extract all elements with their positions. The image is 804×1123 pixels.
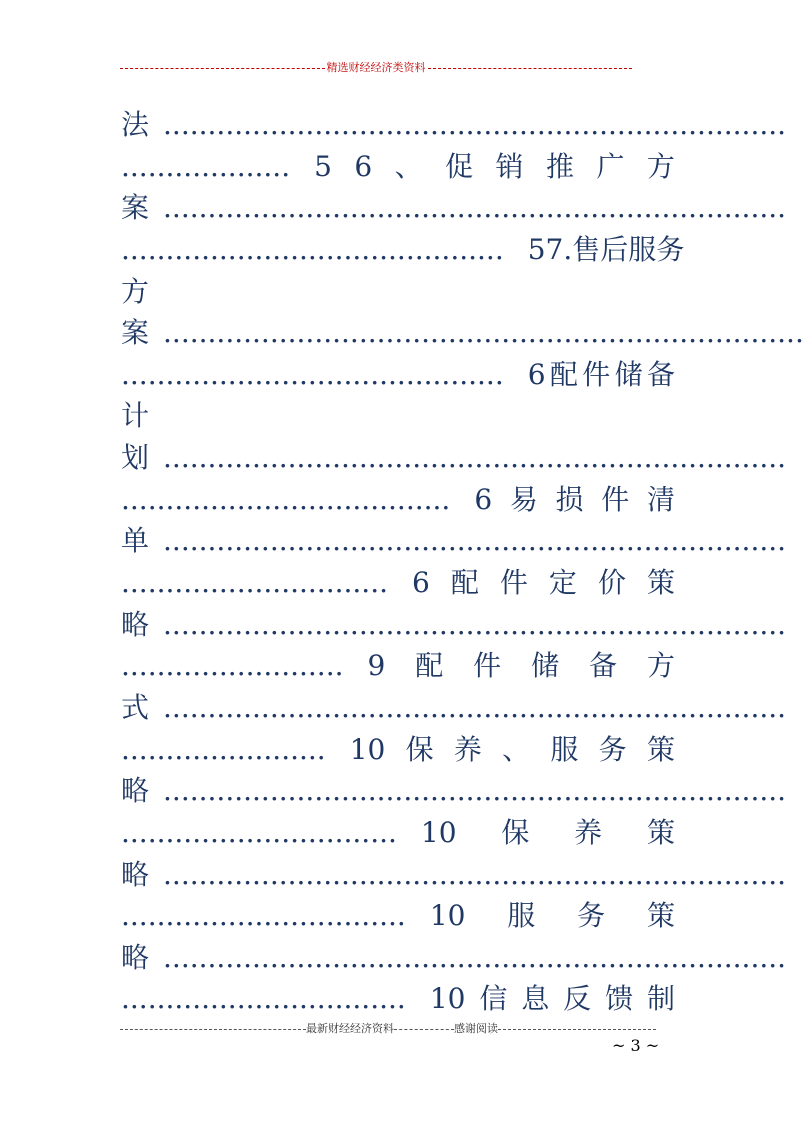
toc-leader-dots: ......................... xyxy=(121,649,344,683)
toc-leader-dots: ................................ xyxy=(121,899,406,933)
toc-glyph: 销 xyxy=(495,149,524,183)
toc-glyph: 10 xyxy=(349,732,386,766)
toc-glyph: 制 xyxy=(646,982,675,1016)
toc-glyph: 损 xyxy=(555,482,584,516)
toc-glyph: 储 xyxy=(531,649,560,683)
toc-page-line xyxy=(121,645,687,687)
toc-leader-dots: ....................... xyxy=(121,732,326,766)
toc-glyph: 策 xyxy=(646,815,675,849)
toc-glyph: 配 xyxy=(549,357,578,391)
toc-glyph: 服 xyxy=(507,899,536,933)
toc-leader-dots: ........................................... xyxy=(121,232,504,266)
toc-glyph: 5 xyxy=(527,232,546,266)
toc-glyph: 10 xyxy=(429,982,466,1016)
toc-glyph: 6 xyxy=(354,149,373,183)
toc-leader-dots: ...................................................................... xyxy=(163,857,787,891)
toc-leader-dots: ...................................................................... xyxy=(163,524,787,558)
toc-title-line xyxy=(121,520,787,562)
toc-glyph: 后 xyxy=(600,232,629,266)
toc-leader-dots: ........................................... xyxy=(121,357,504,391)
toc-entry-title: 略 xyxy=(121,857,150,891)
toc-glyph: 价 xyxy=(597,566,626,600)
toc-glyph: 储 xyxy=(614,357,643,391)
page-footer xyxy=(120,1022,656,1036)
toc-page-and-next-title xyxy=(406,895,687,937)
toc-glyph: 配 xyxy=(450,566,479,600)
toc-page-line xyxy=(121,479,687,521)
footer-rule-right xyxy=(498,1029,656,1030)
toc-page-line xyxy=(121,978,687,1020)
toc-glyph: 信 xyxy=(479,982,508,1016)
toc-title-line xyxy=(121,187,787,229)
page-number: ~ 3 ~ xyxy=(612,1036,660,1055)
toc-entry-title: 计 xyxy=(121,399,150,433)
toc-glyph: 件 xyxy=(473,649,502,683)
toc-leader-dots: ........................................................................ xyxy=(163,316,804,350)
toc-glyph: 养 xyxy=(574,815,603,849)
toc-page-and-next-title xyxy=(504,354,687,396)
toc-leader-dots: ...................................................................... xyxy=(163,441,787,475)
toc-title-line xyxy=(121,437,787,479)
toc-glyph: 件 xyxy=(601,482,630,516)
header-rule-right xyxy=(428,68,633,69)
page-header xyxy=(120,60,632,76)
toc-entry-title: 划 xyxy=(121,441,150,475)
toc-page-and-next-title xyxy=(326,729,687,771)
toc-glyph: 方 xyxy=(646,649,675,683)
toc-leader-dots: ...................................................................... xyxy=(163,191,787,225)
toc-title-line xyxy=(121,312,804,354)
footer-rule-middle xyxy=(394,1029,454,1030)
toc-glyph: 配 xyxy=(415,649,444,683)
toc-page-and-next-title xyxy=(504,229,697,271)
toc-glyph: 务 xyxy=(656,232,685,266)
toc-title-line xyxy=(121,604,787,646)
header-rule-left xyxy=(120,68,325,69)
toc-glyph: 7. xyxy=(545,232,573,266)
toc-glyph: 6 xyxy=(527,357,546,391)
table-of-contents xyxy=(121,104,804,1020)
toc-glyph: 备 xyxy=(646,357,675,391)
toc-glyph: 策 xyxy=(646,732,675,766)
footer-left-text: 最新财经经济资料 xyxy=(306,1022,394,1035)
toc-glyph: 6 xyxy=(412,566,430,600)
toc-glyph: 件 xyxy=(499,566,528,600)
toc-leader-dots: ................... xyxy=(121,149,291,183)
toc-entry-title: 法 xyxy=(121,108,150,141)
toc-page-and-next-title xyxy=(344,645,687,687)
toc-glyph: 反 xyxy=(563,982,592,1016)
toc-page-and-next-title xyxy=(290,146,687,188)
toc-glyph: 售 xyxy=(572,232,601,266)
toc-glyph: 息 xyxy=(521,982,550,1016)
toc-glyph: 务 xyxy=(577,899,606,933)
toc-leader-dots: ...................................................................... xyxy=(163,108,787,141)
toc-leader-dots: ...................................................................... xyxy=(163,690,787,724)
toc-title-line xyxy=(121,854,787,896)
toc-glyph: 定 xyxy=(548,566,577,600)
toc-glyph: 9 xyxy=(367,649,386,683)
toc-page-line xyxy=(121,229,687,271)
toc-glyph: 5 xyxy=(314,149,332,183)
toc-title-line xyxy=(121,104,787,146)
toc-glyph: 备 xyxy=(589,649,618,683)
toc-glyph: 服 xyxy=(628,232,657,266)
toc-glyph: 6 xyxy=(474,482,493,516)
toc-leader-dots: ............................... xyxy=(121,815,397,849)
header-text: 精选财经经济类资料 xyxy=(326,61,426,74)
toc-glyph: 方 xyxy=(646,149,675,183)
toc-page-line xyxy=(121,354,687,396)
toc-glyph: 保 xyxy=(501,815,530,849)
toc-page-line xyxy=(121,812,687,854)
toc-glyph: 保 xyxy=(405,732,434,766)
toc-leader-dots: ...................................................................... xyxy=(163,940,787,974)
toc-leader-dots: ................................ xyxy=(121,982,406,1016)
toc-glyph: 服 xyxy=(550,732,579,766)
toc-entry-title: 略 xyxy=(121,774,150,808)
toc-glyph: 、 xyxy=(502,732,531,766)
toc-glyph: 易 xyxy=(509,482,538,516)
toc-entry-title: 单 xyxy=(121,524,150,558)
toc-leader-dots: .............................. xyxy=(121,566,389,600)
footer-right-text: 感谢阅读 xyxy=(454,1022,498,1035)
toc-entry-title: 方 xyxy=(121,274,150,308)
toc-glyph: 清 xyxy=(646,482,675,516)
toc-page-line xyxy=(121,729,687,771)
toc-entry-title: 式 xyxy=(121,690,150,724)
toc-page-and-next-title xyxy=(388,562,687,604)
toc-title-line xyxy=(121,687,787,729)
toc-entry-title: 略 xyxy=(121,940,150,974)
toc-continuation-line xyxy=(121,271,687,313)
toc-title-line xyxy=(121,770,787,812)
toc-page-and-next-title xyxy=(450,479,687,521)
toc-leader-dots: ...................................................................... xyxy=(163,607,787,641)
toc-page-line xyxy=(121,895,687,937)
toc-page-and-next-title xyxy=(397,812,687,854)
toc-leader-dots: ...................................................................... xyxy=(163,774,787,808)
toc-glyph: 件 xyxy=(582,357,611,391)
toc-glyph: 策 xyxy=(646,899,675,933)
toc-page-line xyxy=(121,146,687,188)
toc-continuation-line xyxy=(121,395,687,437)
toc-glyph: 推 xyxy=(546,149,575,183)
toc-page-line xyxy=(121,562,687,604)
toc-glyph: 馈 xyxy=(605,982,634,1016)
toc-glyph: 策 xyxy=(646,566,675,600)
toc-page-and-next-title xyxy=(406,978,687,1020)
toc-leader-dots: ..................................... xyxy=(121,482,451,516)
toc-glyph: 、 xyxy=(394,149,423,183)
toc-glyph: 务 xyxy=(598,732,627,766)
toc-glyph: 养 xyxy=(453,732,482,766)
toc-title-line xyxy=(121,937,787,979)
toc-glyph: 促 xyxy=(445,149,474,183)
footer-rule-left xyxy=(120,1029,306,1030)
toc-glyph: 10 xyxy=(429,899,466,933)
toc-glyph: 广 xyxy=(596,149,625,183)
toc-entry-title: 案 xyxy=(121,316,150,350)
toc-entry-title: 案 xyxy=(121,191,150,225)
toc-entry-title: 略 xyxy=(121,607,150,641)
toc-glyph: 10 xyxy=(420,815,457,849)
